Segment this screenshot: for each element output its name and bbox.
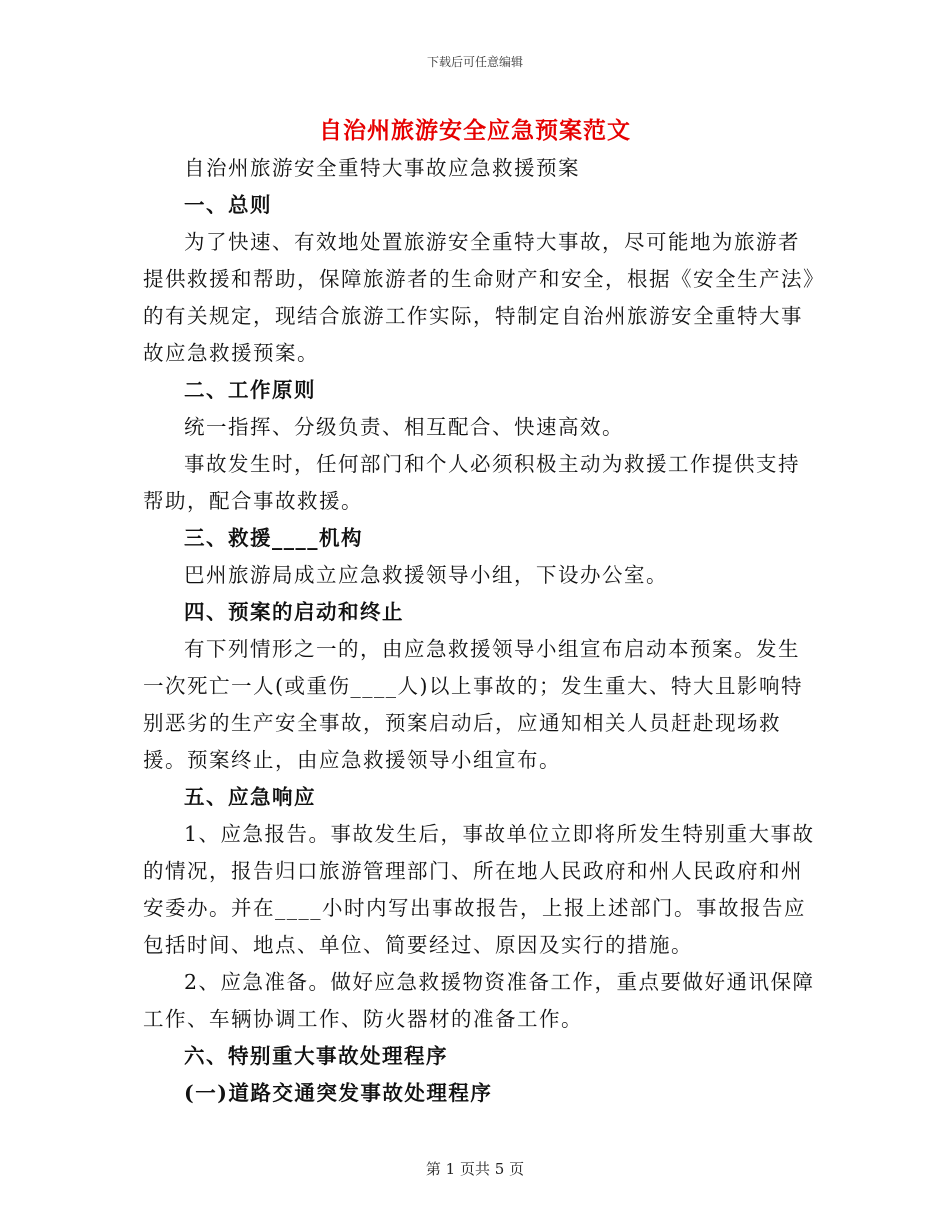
section-heading: 五、应急响应 [184,785,316,809]
section-heading: 三、救援____机构 [184,526,363,550]
section-heading: 二、工作原则 [184,378,316,402]
paragraph: 自治州旅游安全重特大事故应急救援预案 [184,156,580,180]
paragraph: 1、应急报告。事故发生后，事故单位立即将所发生特别重大事故的情况，报告归口旅游管理部门、所在地人民政府和州人民政府和州安委办。并在____小时内写出事故报告，上报上述部门。事故报告应包括时间、地点、单位、简要经过、原因及实行的措施。 [143,822,815,957]
section-heading: 一、总则 [184,193,272,217]
page-footer: 第 1 页共 5 页 [425,1160,525,1178]
paragraph: 巴州旅游局成立应急救援领导小组，下设办公室。 [184,563,668,587]
document-title: 自治州旅游安全应急预案范文 [319,117,631,144]
paragraph: 事故发生时，任何部门和个人必须积极主动为救援工作提供支持帮助，配合事故救援。 [143,452,800,513]
subsection-heading: (一)道路交通突发事故处理程序 [184,1081,493,1105]
header-note: 下载后可任意编辑 [426,55,523,69]
section-heading: 四、预案的启动和终止 [184,600,404,624]
paragraph: 统一指挥、分级负责、相互配合、快速高效。 [184,415,624,439]
paragraph: 2、应急准备。做好应急救援物资准备工作，重点要做好通讯保障工作、车辆协调工作、防火器材的准备工作。 [143,970,815,1031]
section-heading: 六、特别重大事故处理程序 [184,1044,448,1068]
paragraph: 为了快速、有效地处置旅游安全重特大事故，尽可能地为旅游者提供救援和帮助，保障旅游者的生命财产和安全，根据《安全生产法》的有关规定，现结合旅游工作实际，特制定自治州旅游安全重特大事故应急救援预案。 [143,230,815,365]
document-body [143,150,815,1112]
paragraph: 有下列情形之一的，由应急救援领导小组宣布启动本预案。发生一次死亡一人(或重伤____人)以上事故的；发生重大、特大且影响特别恶劣的生产安全事故，预案启动后，应通知相关人员赶赴现场救援。预案终止，由应急救援领导小组宣布。 [143,637,803,772]
